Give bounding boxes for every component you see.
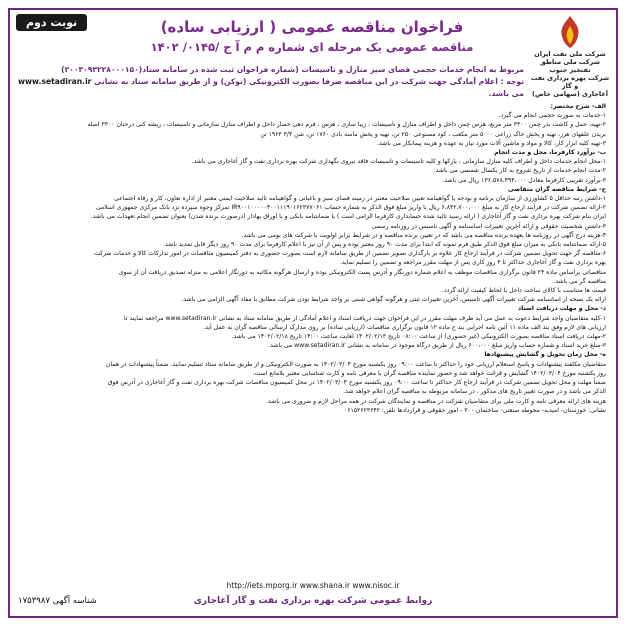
company-line-1: شرکت ملی نفت ایران	[534, 50, 606, 58]
body-paragraph: ۱-خدمات به صورت حجمی انجام می گیرد.	[498, 112, 606, 120]
notice-subtitle: مناقصه عمومی یک مرحله ای شماره م م آ ج /۰۱۴۵/ ۱۴۰۲	[150, 40, 474, 54]
body-paragraph: روز یکشنبه مورخ ۱۴۰۲/۰۳/۰۴ گشایش و قرائت خواهد شد و حضور نماینده مناقصه گران با معرفی نامه و کارت شناسایی معتبر بلامانع است.	[252, 369, 606, 377]
body-paragraph: ۲-مدت انجام خدمات از تاریخ شروع به کار یکسال شمسی می باشد.	[433, 167, 606, 175]
company-line-3: شرکت بهره برداری نفت و گاز	[530, 74, 610, 90]
body-paragraph: ۳-تهیه کلیه ابزار کار، کالا و مواد و ماشین آلات مورد نیاز به عهده و هزینه پیمانکار می باشد.	[376, 139, 606, 147]
body-paragraph: بهره برداری نفت و گاز آغاجاری حداکثر تا ۳ روز کاری پس از مهلت مقرر مراجعه و تضمین را تسلیم نماید.	[340, 259, 606, 267]
body-paragraph: ۴-هزینه درج آگهی در روزنامه ها بعهده برنده مناقصه می باشد که در تعیین برنده مناقصه و در شرایط برابر اولویت با شرکت های بومی می باشد.	[241, 231, 606, 239]
section-heading: د- محل و مهلت دریافت اسناد	[517, 305, 606, 313]
notice-title: فراخوان مناقصه عمومی ( ارزیابی ساده)	[160, 18, 464, 36]
body-paragraph: ضمناً مهلت و محل تحویل تضمین شرکت در فرآیند ارجاع کار حداکثر تا ساعت ۰۹:۰۰ روز یکشنبه مورخ ۱۴۰۲/۰۳/۰۴ در محل کمیسیون مناقصات شرکت بهره برداری نفت و گاز آغاجاری در آدرس فوق	[107, 379, 606, 387]
body-paragraph: ۱-محل انجام خدمات داخل و اطراف کلیه منازل سازمانی ، پارکها و کلیه تاسیسات و تاسیسات فاقد نیروی نگهداری شرکت بهره برداری نفت و گاز آغاجاری می باشد.	[191, 158, 606, 166]
body-paragraph: نشانی: خوزستان- امیدیه- محوطه صنعتی- ساختمان ۳۰۰ - امور حقوقی و قراردادها تلفن: ۰۶۱۵۲۶۲۳۶۴۲	[343, 406, 606, 414]
ad-id-label: شناسه آگهی	[52, 596, 97, 606]
body-paragraph: ۱-کلیه متقاضیان واجد شرایط دعوت به عمل می آید ظرف مهلت مقرر در این فراخوان جهت دریافت اسناد و اعلام آمادگی از طریق سامانه ستاد به نشانی www.setadiran.ir مراجعه نمایند تا	[124, 314, 606, 322]
round-badge: نوبت دوم	[16, 14, 87, 31]
body-paragraph: ۱-داشتن رتبه حداقل ۵ کشاورزی از سازمان برنامه و بودجه یا گواهینامه تعیین صلاحیت معتبر در زمینه فضای سبز و باغبانی و گواهینامه تائید صلاحیت ایمنی معتبر از اداره تعاون، کار و رفاه اجتماعی	[114, 195, 606, 203]
section-heading: الف- شرح مختصر:	[550, 103, 606, 110]
company-line-4: آغاجاری (سهامی خاص)	[532, 90, 608, 98]
company-logo	[530, 14, 610, 98]
body-paragraph: الذکر می باشد و در صورت تغییر تاریخ های مذکور ، در سامانه مربوطه به مناقصه گران اعلام خواهد شد.	[343, 388, 606, 396]
body-paragraph: ۶-مناقصه گر جهت تحویل تضمین شرکت در فرآیند ارجاع کار علاوه بر بارگذاری تصویر تضمین از طریق سامانه لازم است بصورت حضوری به دفتر کمیسیون مناقصات در امور تدارکات کالا و خدمات شرکت	[94, 250, 606, 258]
public-relations-signature: روابط عمومی شرکت بهره برداری نفت و گاز آغاجاری	[193, 596, 433, 606]
tender-notice	[8, 8, 618, 618]
body-paragraph: ارائه یک نسخه از اساسنامه شرکت تغییرات آگهی تاسیس، آخرین تغییرات ثبتی و هرگونه گواهی شبنی بر واجد شرایط بودن شرکت مطابق با مفاد آگهی الزامی می باشد.	[181, 296, 606, 304]
body-paragraph: قیمت ها متناسب با کالای ساخت داخل با لحاظ کیفیت ارائه گردد.	[442, 287, 606, 295]
section-heading: ب- برآورد کارفرما، محل و مدت انجام	[494, 149, 606, 157]
body-paragraph: ۲-تهیه، حمل و کاشت بذر چمن ۳۳۰۰ متر مربع، هرس چمن داخل و اطراف منازل و تاسیسات ، زیبا سازی ، هرس ، فرم دهی حصار داخل و اطراف منازل سازمانی و تاسیسات ، ریشه کنی درختان ۳۳۰۰ اصله	[87, 121, 606, 129]
notice-body	[18, 102, 606, 415]
ad-id	[18, 596, 97, 606]
section-heading: ج- شرایط مناقصه گران متقاضی	[508, 185, 606, 193]
footer-websites[interactable]: http://iets.mporg.ir www.shana.ir www.nisoc.ir	[226, 581, 400, 590]
intro-block	[18, 64, 524, 100]
company-line-2: شرکت ملی مناطق نفتخیز جنوب	[540, 58, 600, 74]
body-paragraph: بریدن علفهای هرز، تهیه و پخش خاک زراعی ۵۰۰۰ متر مکعب ، کود مصنوعی ۲۵۰ تن، تهیه و پخش ماسه بادی ۱۷۶۰ تن، شن ۳/۴ ۱۹۶۳ تن	[260, 130, 606, 138]
intro-line-2-prefix: توجه : اعلام آمادگی جهت شرکت در این مناقصه صرفا بصورت الکترونیکی (توکن) و از طریق سامانه ستاد به نشانی	[94, 77, 524, 86]
body-paragraph: ۳-داشتن شخصیت حقوقی و ارائه آخرین تغییرات اساسنامه و آگهی تاسیس در روزنامه رسمی	[371, 222, 606, 230]
intro-line-1: مربوط به انجام خدمات حجمی فضای سبز منازل و تاسیسات (شماره فراخوان ثبت شده در سامانه ستاد(۲۰۰۳۰۹۳۲۲۸۰۰۰۱۵۰)	[61, 65, 524, 74]
setadiran-link[interactable]: www.setadiran.ir	[18, 77, 92, 86]
body-paragraph: هزینه های ارائه معرفی نامه و کارت ملی برای متقاضیان شرکت در مناقصه و نمایندگان شرکت در همه مراحل لازم و ضروری می باشد.	[266, 397, 606, 405]
nioc-flame-logo-icon	[554, 14, 586, 50]
intro-line-2-suffix: می باشد.	[488, 89, 524, 98]
body-paragraph: مناقصه گر می باشد.	[553, 277, 606, 285]
body-paragraph: ارزیابی های لازم وفق بند الف ماده ۱۱ آئین نامه اجرایی بند ج ماده ۱۲ قانون برگزاری مناقصات (ارزیابی ساده) بر روی مدارک ارسالی مناقصه گران به عمل آید.	[203, 323, 606, 331]
body-paragraph: ۳-برآورد تقریبی کارفرما معادل ۱۳۶،۵۷۸،۴۹۴،۰۰۰ ریال می باشد.	[442, 176, 606, 184]
body-paragraph: ۲-مهلت دریافت اسناد مناقصه بصورت الکترونیکی (غیر حضوری) از ساعت ۰۸:۰۰ تاریخ ۱۴۰۲/۰۲/۱۳ لغایت ساعت ۱۴:۰۰ تاریخ ۱۴۰۲/۰۲/۱۸ می باشد.	[231, 333, 606, 341]
body-paragraph: ایران بنام شرکت بهره برداری نفت و گاز آغاجاری ( ارائه رسید تائید شده حسابداری کارفرما الزامی است ) یا ضمانتنامه بانکی و یا اوراق بهادار (درصورت برنده شدن) بعنوان تضمین انجام تعهدات می باشد.	[90, 213, 606, 221]
body-paragraph: متقاضیان مکلفند پیشنهادات و پاسخ استعلام ارزیابی خود را حداکثر تا ساعت ۰۹:۰۰ روز یکشنبه مورخ ۱۴۰۲/۰۳/۰۴ به صورت الکترونیکی و از طریق سامانه ستاد تسلیم نمایند. ضمناً پیشنهادات در همان	[105, 360, 606, 368]
intro-line-2	[18, 76, 524, 100]
body-paragraph: ۳-مبلغ خرید اسناد و شماره حساب واریز مبلغ ۶۰۰،۰۰۰ ریال از طریق درگاه موجود در سامانه به نشانی www.setadiran.ir می باشد.	[268, 342, 606, 350]
body-paragraph: مناقصاتی براساس ماده ۲۴ قانون برگزاری مناقصات موظف به اعلام شماره دورنگار و آدرس پست الکترونیکی بوده و ارسال هرگونه مکاتبه به دورنگار اعلامی به منزله تصدیق دریافت آن از سوی	[118, 268, 606, 276]
body-paragraph: ۵-ارائه ضمانتنامه بانکی به میزان مبلغ فوق الذکر طبق فرم نمونه که ابتدا برای مدت ۹۰ روز معتبر بوده و پس از آن نیز با اعلام کارفرما برای مدت ۹۰ روز دیگر قابل تمدید باشد.	[163, 241, 606, 249]
ad-id-number: ۱۷۵۳۹۸۷	[18, 596, 50, 606]
section-heading: ه- محل زمان تحویل و گشایش پیشنهادها	[484, 351, 606, 359]
body-paragraph: ۲-ارائه تضمین شرکت در فرآیند ارجاع کار به مبلغ ۶،۸۴۲،۷۰۰،۰۰۰ ریال با واریز مبلغ فوق الذکر به شماره حساب IR۹۰۰۱۰۰۰۰۰۴۰۰۱۱۱۹۰۱۶۲۳۷۷۰۶۱ تمرکز وجوه سپرده نزد بانک مرکزی جمهوری اسلامی	[95, 204, 606, 212]
